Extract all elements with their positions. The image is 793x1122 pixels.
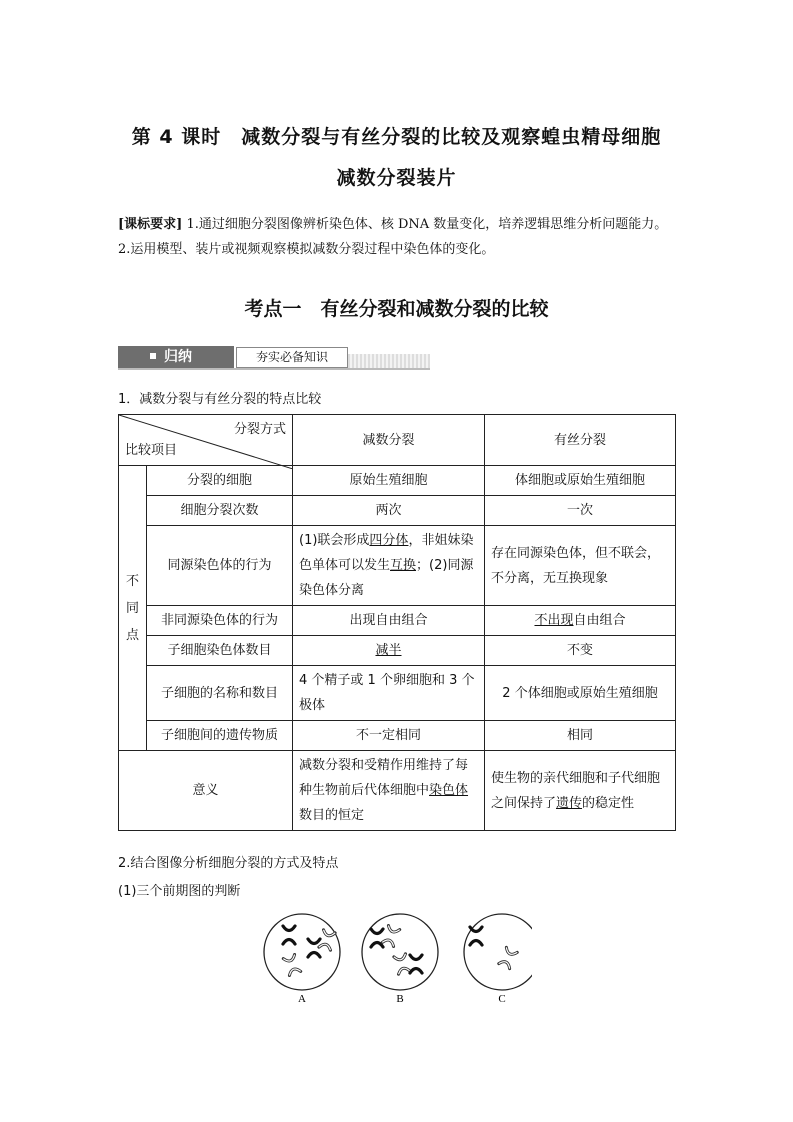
row-mitosis: 不出现自由组合 (485, 606, 676, 636)
underlined-term: 不出现 (534, 613, 574, 628)
heading-comparison: 1．减数分裂与有丝分裂的特点比较 (118, 392, 322, 407)
prophase-cell-figure (262, 910, 532, 1010)
meaning-meiosis: 减数分裂和受精作用维持了每种生物前后代体细胞中染色体数目的恒定 (293, 751, 485, 831)
meaning-mitosis: 使生物的亲代细胞和子代细胞之间保持了遗传的稳定性 (485, 751, 676, 831)
corner-top-label: 分裂方式 (233, 422, 286, 437)
requirements-label: [课标要求] (118, 217, 183, 232)
row-mitosis: 一次 (485, 496, 676, 526)
corner-bottom-label: 比较项目 (125, 443, 178, 458)
meaning-label: 意义 (119, 751, 293, 831)
row-item: 分裂的细胞 (147, 466, 293, 496)
group-label: 不 同 点 (125, 573, 139, 643)
row-meiosis: 原始生殖细胞 (293, 466, 485, 496)
cell-a-label: A (298, 993, 306, 1005)
cell-c (464, 914, 532, 1005)
row-item: 同源染色体的行为 (147, 526, 293, 606)
cell-c-label: C (498, 993, 506, 1005)
square-icon (150, 353, 156, 359)
row-mitosis: 不变 (485, 636, 676, 666)
underlined-term: 遗传 (556, 795, 583, 811)
row-item: 子细胞染色体数目 (147, 636, 293, 666)
row-item: 非同源染色体的行为 (147, 606, 293, 636)
banner-dark: 归纳 (118, 346, 234, 368)
row-meiosis (293, 636, 485, 666)
row-mitosis: 2 个体细胞或原始生殖细胞 (485, 666, 676, 721)
heading-prophase: (1)三个前期图的判断 (118, 884, 241, 899)
cell-b (362, 914, 438, 1005)
section-banner (118, 346, 430, 370)
row-mitosis: 体细胞或原始生殖细胞 (485, 466, 676, 496)
requirements-text: 1.通过细胞分裂图像辨析染色体、核 DNA 数量变化，培养逻辑思维分析问题能力。2.运用模型、装片或视频观察模拟减数分裂过程中染色体的变化。 (118, 217, 668, 257)
header-mitosis: 有丝分裂 (485, 415, 676, 466)
heading-image-analysis: 2.结合图像分析细胞分裂的方式及特点 (118, 856, 339, 871)
section-title: 考点一 有丝分裂和减数分裂的比较 (244, 298, 549, 320)
cell-b-label: B (396, 993, 404, 1005)
row-item: 子细胞间的遗传物质 (147, 721, 293, 751)
page-title-line2: 减数分裂装片 (336, 167, 457, 189)
cell-a (264, 914, 340, 1005)
row-meiosis: 4 个精子或 1 个卵细胞和 3 个极体 (293, 666, 485, 721)
table-corner-cell (119, 415, 293, 466)
row-meiosis: (1)联会形成四分体，非姐妹染色单体可以发生互换；(2)同源染色体分离 (293, 526, 485, 606)
underlined-term: 减半 (375, 643, 402, 658)
row-meiosis: 出现自由组合 (293, 606, 485, 636)
row-item: 细胞分裂次数 (147, 496, 293, 526)
row-meiosis: 两次 (293, 496, 485, 526)
underlined-term: 染色体 (429, 783, 469, 798)
row-mitosis: 存在同源染色体，但不联会，不分离，无互换现象 (485, 526, 676, 606)
banner-underline (118, 368, 430, 370)
page-title-line1: 第 4 课时 减数分裂与有丝分裂的比较及观察蝗虫精母细胞 (131, 126, 662, 148)
banner-strip (348, 354, 430, 368)
row-item: 子细胞的名称和数目 (147, 666, 293, 721)
comparison-table (118, 414, 676, 831)
course-requirements (118, 212, 678, 262)
header-meiosis: 减数分裂 (293, 415, 485, 466)
underlined-term: 四分体 (369, 533, 409, 548)
banner-light: 夯实必备知识 (236, 347, 348, 368)
row-mitosis: 相同 (485, 721, 676, 751)
row-meiosis: 不一定相同 (293, 721, 485, 751)
group-label-cell (119, 466, 147, 751)
underlined-term: 互换 (390, 558, 417, 573)
